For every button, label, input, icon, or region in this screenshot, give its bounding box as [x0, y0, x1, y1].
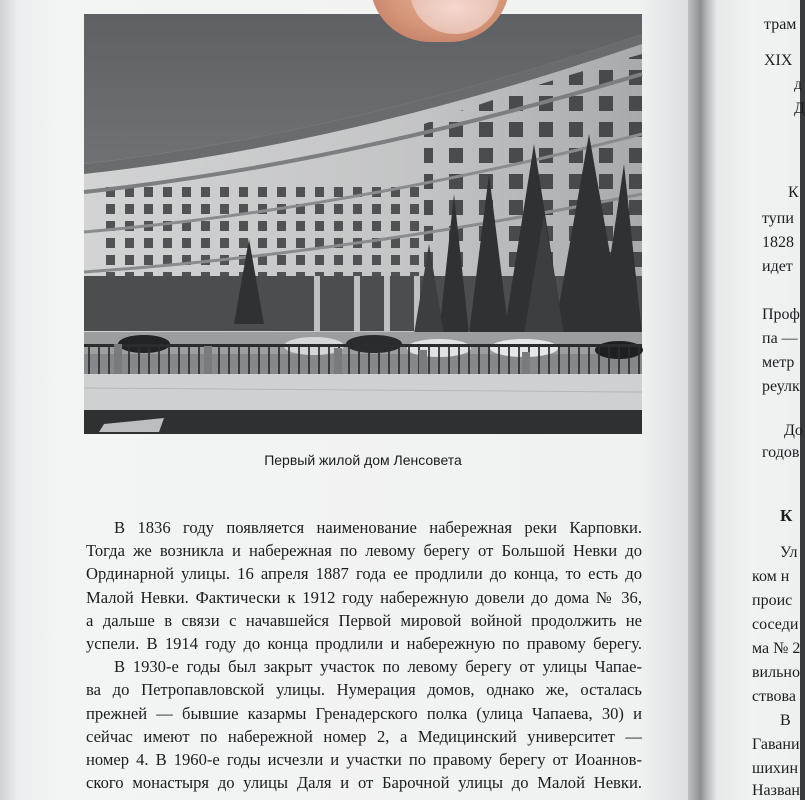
body-text [86, 516, 642, 794]
right-text-fragment: До [784, 422, 803, 439]
text-line: Малой Невки. Фактически к 1912 году набережную довели до дома № 36, [86, 587, 642, 607]
right-text-fragment: метр [762, 354, 795, 371]
right-text-fragment: трам [764, 16, 797, 33]
text-line: а дальше в связи с начавшейся Первой мировой войной продолжить не [86, 610, 642, 630]
right-text-fragment: Ул [780, 544, 798, 561]
right-text-fragment: XIX [764, 52, 793, 69]
right-text-fragment: ствова [752, 688, 796, 705]
right-text-fragment: К [788, 184, 799, 201]
right-text-fragment: тупи [762, 210, 794, 227]
right-text-fragment: ком н [752, 568, 790, 585]
photo-caption: Первый жилой дом Ленсовета [264, 452, 462, 468]
right-text-fragment: годов [762, 444, 800, 461]
right-text-fragment: идет [762, 258, 793, 275]
text-line: Тогда же возникла и набережная по левому берегу от Большой Невки до [86, 541, 642, 561]
right-text-fragment: В [780, 712, 791, 729]
right-text-fragment: шихин [752, 760, 799, 777]
right-text-fragment: соседи [752, 616, 799, 633]
right-text-fragment: Проф [762, 306, 800, 323]
right-text-fragment: Д [794, 100, 805, 117]
text-line: ского монастыря до улицы Даля и от Барочной улицы до Малой Невки. [86, 773, 642, 793]
right-page [716, 0, 805, 800]
right-text-fragment: Гавани [752, 736, 800, 753]
building-photo [84, 14, 642, 434]
right-text-fragment: реулк [762, 378, 800, 395]
right-section-heading: К [780, 506, 793, 525]
text-line: Ординарной улицы. 16 апреля 1887 года ее продлили до конца, то есть до [86, 564, 642, 584]
right-text-fragment: проис [752, 592, 793, 609]
right-text-fragment: 1828 [762, 234, 794, 251]
right-text-fragment: Назван [752, 782, 800, 799]
text-line: успели. В 1914 году до конца продлили и набережную по правому берегу. [86, 634, 642, 654]
book-gutter [688, 0, 716, 800]
text-line: В 1930-е годы был закрыт участок по левому берегу от улицы Чапае- [114, 657, 642, 677]
text-line: В 1836 году появляется наименование набережная реки Карповки. [114, 518, 642, 537]
right-text-fragment: па — [762, 330, 798, 347]
text-line: номер 4. В 1960-е годы исчезли и участки по правому берегу от Иоаннов- [86, 750, 642, 770]
right-text-fragment: вильно [752, 664, 800, 681]
photo-illustration [84, 14, 642, 434]
right-text-fragment: д [794, 76, 803, 93]
text-line: прежней — бывшие казармы Гренадерского полка (улица Чапаева, 30) и [86, 703, 642, 723]
text-line: ва до Петропавловской улицы. Нумерация домов, однако же, осталась [86, 680, 642, 700]
text-line: сейчас имеют по набережной номер 2, а Медицинский университет — [86, 726, 642, 746]
right-text-fragment: ма № 2 [752, 640, 801, 657]
